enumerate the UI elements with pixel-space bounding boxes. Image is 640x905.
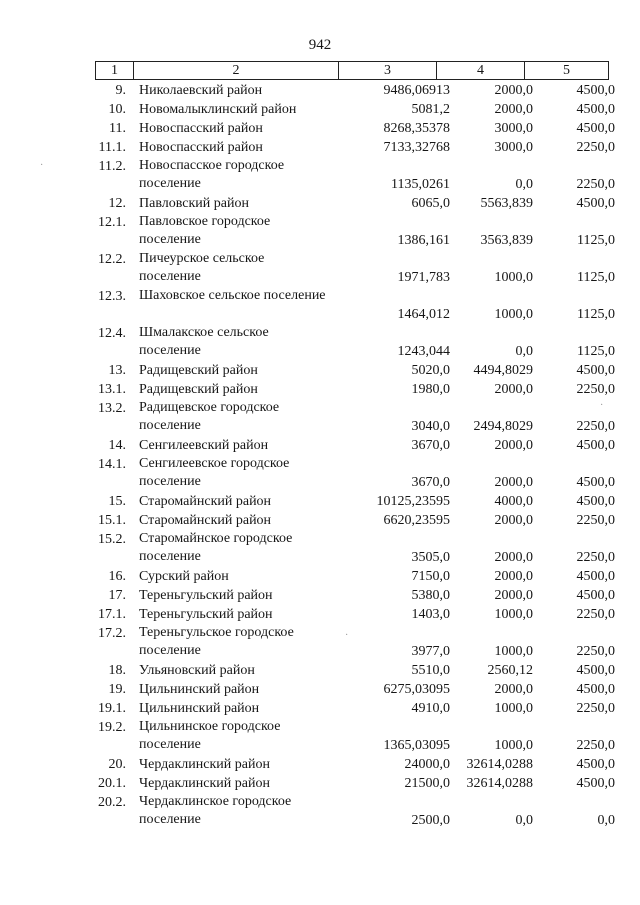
row-value-5: 4500,0 [576,569,615,584]
row-value-4: 4494,8029 [473,363,533,378]
row-value-5: 4500,0 [576,363,615,378]
table-row [95,774,615,793]
row-name: Сенгилеевское городское поселение [139,456,290,489]
row-value-4: 1000,0 [494,270,533,285]
row-value-5: 2250,0 [576,140,615,155]
row-value-3: 3670,0 [411,438,450,453]
row-value-3: 1403,0 [411,607,450,622]
row-value-3: 5020,0 [411,363,450,378]
row-name: Чердаклинский район [139,757,270,772]
table-row [95,361,615,380]
table-row [95,661,615,680]
row-value-5: 1125,0 [577,270,615,285]
row-value-3: 8268,35378 [383,121,450,136]
row-number: 15. [108,494,126,509]
row-name: Чердаклинское городское поселение [139,794,292,827]
row-value-5: 2250,0 [576,177,615,192]
row-value-3: 5380,0 [411,588,450,603]
row-number: 20.1. [98,776,126,791]
row-value-3: 4910,0 [411,701,450,716]
row-number: 16. [108,569,126,584]
row-value-5: 2250,0 [576,513,615,528]
row-number: 15.2. [98,532,126,547]
row-name: Старомайнское городское поселение [139,531,293,564]
row-value-4: 32614,0288 [466,757,533,772]
row-number: 11.2. [98,159,126,174]
row-value-4: 3000,0 [494,140,533,155]
row-name: Цильнинский район [139,701,260,716]
row-value-5: 4500,0 [576,438,615,453]
row-value-5: 4500,0 [576,776,615,791]
row-name: Старомайнский район [139,513,272,528]
row-value-3: 6620,23595 [383,513,450,528]
row-value-4: 1000,0 [494,701,533,716]
row-name: Новоспасское городское поселение [139,158,285,191]
row-number: 11.1. [98,140,126,155]
row-number: 17. [108,588,126,603]
row-name: Павловский район [139,196,249,211]
row-value-3: 9486,06913 [383,83,450,98]
table-row [95,605,615,624]
scan-speck: · [600,400,604,411]
row-value-5: 4500,0 [576,83,615,98]
row-number: 10. [108,102,126,117]
row-value-5: 2250,0 [576,419,615,434]
row-name: Старомайнский район [139,494,272,509]
row-name: Новомалыклинский район [139,102,297,117]
column-header-1: 1 [96,62,134,79]
row-value-4: 1000,0 [494,738,533,753]
row-value-5: 4500,0 [576,682,615,697]
row-name: Сурский район [139,569,229,584]
row-value-5: 4500,0 [576,588,615,603]
row-name: Чердаклинский район [139,776,270,791]
table-header [95,61,609,80]
row-value-3: 21500,0 [404,776,450,791]
row-value-5: 4500,0 [576,757,615,772]
row-value-3: 1386,161 [397,233,450,248]
row-value-5: 4500,0 [576,121,615,136]
row-value-4: 2000,0 [494,569,533,584]
row-name: Павловское городское поселение [139,214,271,247]
row-name: Тереньгульский район [139,607,273,622]
row-number: 12.4. [98,326,126,341]
row-name: Николаевский район [139,83,263,98]
row-value-4: 4000,0 [494,494,533,509]
row-value-5: 2250,0 [576,382,615,397]
row-number: 13. [108,363,126,378]
table-row [95,81,615,100]
table-row [95,250,615,287]
row-value-5: 4500,0 [576,663,615,678]
row-value-4: 0,0 [515,344,533,359]
table-row [95,194,615,213]
row-value-5: 4500,0 [576,494,615,509]
table-body [95,81,615,830]
row-name: Радищевский район [139,382,258,397]
row-number: 12. [108,196,126,211]
row-value-4: 2000,0 [494,102,533,117]
table-row [95,380,615,399]
table-row [95,567,615,586]
column-header-3: 3 [339,62,437,79]
row-value-3: 1971,783 [397,270,450,285]
row-value-3: 3040,0 [411,419,450,434]
table-row [95,138,615,157]
row-value-4: 1000,0 [494,644,533,659]
scan-speck: · [345,630,349,641]
table-row [95,157,615,194]
row-number: 12.2. [98,252,126,267]
table-row [95,680,615,699]
table-row [95,455,615,492]
table-row [95,436,615,455]
table-row [95,699,615,718]
row-value-5: 2250,0 [576,738,615,753]
row-name: Шаховское сельское поселение [139,288,326,303]
row-name: Шмалакское сельское поселение [139,325,269,358]
row-value-3: 6065,0 [411,196,450,211]
column-header-2: 2 [134,62,339,79]
row-value-4: 3563,839 [480,233,533,248]
row-value-3: 1980,0 [411,382,450,397]
table-row [95,287,615,324]
table-row [95,755,615,774]
row-value-4: 1000,0 [494,607,533,622]
row-number: 20. [108,757,126,772]
row-value-4: 5563,839 [480,196,533,211]
row-name: Сенгилеевский район [139,438,269,453]
scan-speck: · [40,160,44,171]
row-value-4: 2494,8029 [473,419,533,434]
row-number: 18. [108,663,126,678]
row-value-5: 2250,0 [576,607,615,622]
row-number: 17.1. [98,607,126,622]
table-row [95,586,615,605]
table-row [95,624,615,661]
row-name: Цильнинский район [139,682,260,697]
row-value-5: 2250,0 [576,550,615,565]
row-value-3: 1464,012 [397,307,450,322]
row-number: 14. [108,438,126,453]
row-name: Цильнинское городское поселение [139,719,281,752]
row-number: 19.1. [98,701,126,716]
table-row [95,793,615,830]
row-name: Ульяновский район [139,663,255,678]
table-row [95,324,615,361]
row-value-3: 7150,0 [411,569,450,584]
row-name: Тереньгульский район [139,588,273,603]
row-value-4: 2000,0 [494,438,533,453]
row-name: Радищевское городское поселение [139,400,280,433]
column-header-5: 5 [563,63,570,78]
row-value-4: 2000,0 [494,83,533,98]
row-value-3: 1135,0261 [391,177,450,192]
table-row [95,213,615,250]
row-value-5: 0,0 [597,813,615,828]
row-value-3: 1365,03095 [383,738,450,753]
table-row [95,119,615,138]
table-row [95,718,615,755]
row-value-4: 2000,0 [494,588,533,603]
row-value-5: 4500,0 [576,196,615,211]
page-number: 942 [308,37,332,53]
row-value-3: 3505,0 [411,550,450,565]
row-value-3: 7133,32768 [383,140,450,155]
row-value-5: 1125,0 [577,307,615,322]
row-value-5: 4500,0 [576,102,615,117]
table-row [95,530,615,567]
row-value-3: 5081,2 [411,102,450,117]
row-value-4: 2000,0 [494,682,533,697]
row-value-4: 2560,12 [487,663,533,678]
row-number: 20.2. [98,795,126,810]
table-row [95,511,615,530]
row-value-3: 24000,0 [404,757,450,772]
row-value-4: 2000,0 [494,475,533,490]
row-number: 12.1. [98,215,126,230]
row-number: 19.2. [98,720,126,735]
row-value-4: 2000,0 [494,550,533,565]
row-number: 15.1. [98,513,126,528]
row-value-5: 4500,0 [576,475,615,490]
row-value-5: 1125,0 [577,344,615,359]
row-value-3: 3670,0 [411,475,450,490]
table-row [95,100,615,119]
row-value-3: 3977,0 [411,644,450,659]
row-name: Новоспасский район [139,140,263,155]
row-value-4: 3000,0 [494,121,533,136]
row-value-4: 2000,0 [494,513,533,528]
row-number: 17.2. [98,626,126,641]
row-value-3: 1243,044 [397,344,450,359]
row-value-3: 6275,03095 [383,682,450,697]
row-name: Радищевский район [139,363,258,378]
row-value-3: 5510,0 [411,663,450,678]
row-number: 19. [108,682,126,697]
row-number: 13.1. [98,382,126,397]
row-value-4: 1000,0 [494,307,533,322]
table-row [95,399,615,436]
row-value-5: 2250,0 [576,644,615,659]
row-number: 9. [115,83,126,98]
table-row [95,492,615,511]
column-header-4: 4 [437,62,525,79]
row-value-3: 10125,23595 [376,494,450,509]
row-value-4: 0,0 [515,813,533,828]
row-value-4: 0,0 [515,177,533,192]
row-value-4: 32614,0288 [466,776,533,791]
row-value-5: 1125,0 [577,233,615,248]
row-value-4: 2000,0 [494,382,533,397]
row-number: 12.3. [98,289,126,304]
row-number: 13.2. [98,401,126,416]
row-number: 14.1. [98,457,126,472]
row-number: 11. [109,121,126,136]
row-value-3: 2500,0 [411,813,450,828]
row-name: Пичеурское сельское поселение [139,251,265,284]
row-name: Тереньгульское городское поселение [139,625,294,658]
row-value-5: 2250,0 [576,701,615,716]
row-name: Новоспасский район [139,121,263,136]
